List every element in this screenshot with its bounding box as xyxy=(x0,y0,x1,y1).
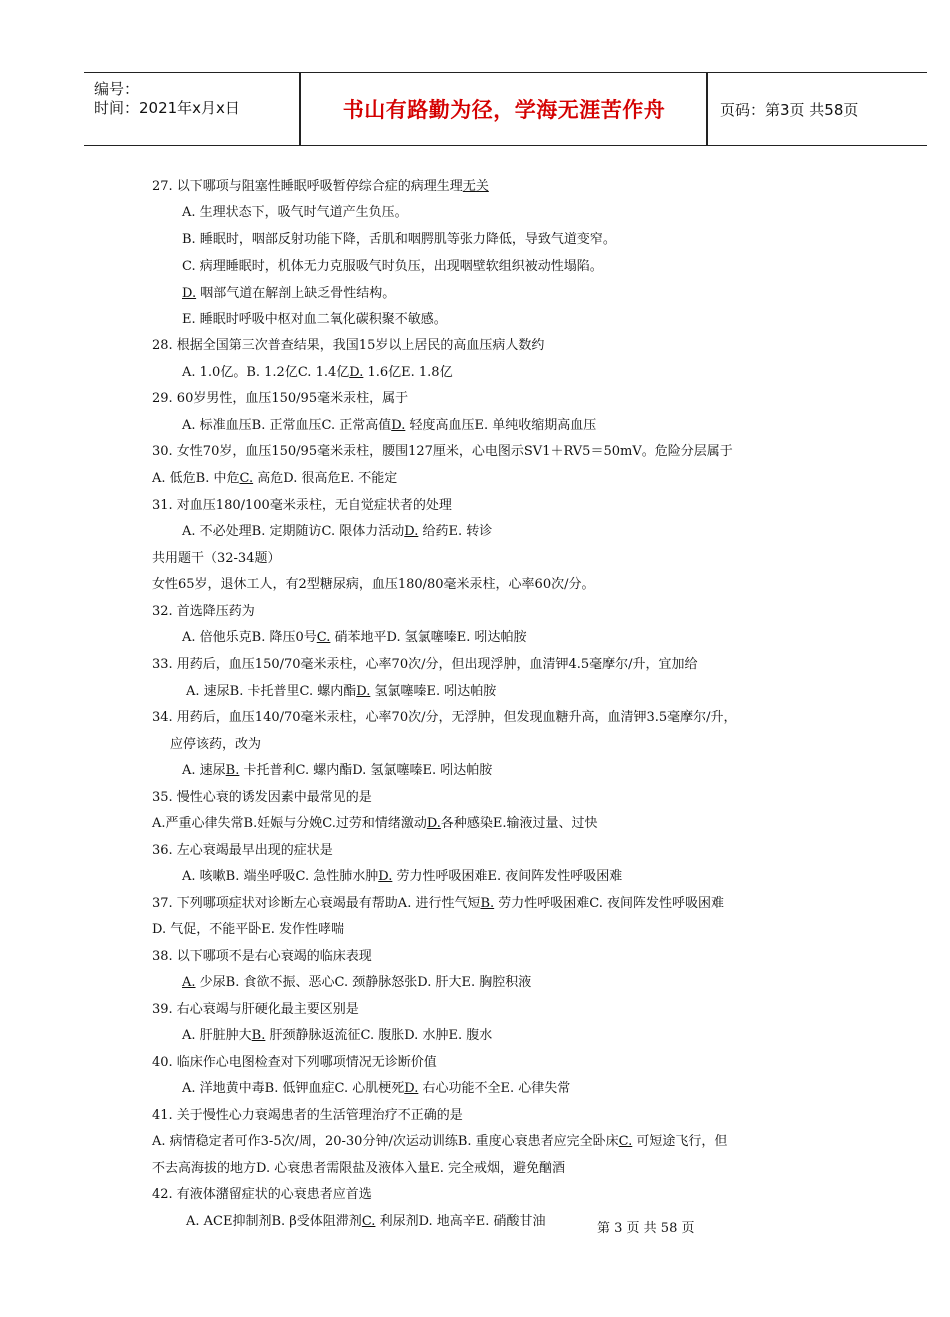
text-run: 39. 右心衰竭与肝硬化最主要区别是 xyxy=(152,1002,359,1017)
text-line xyxy=(152,470,397,488)
text-run: 32. 首选降压药为 xyxy=(152,604,255,619)
text-run: 1.6亿E. 1.8亿 xyxy=(363,365,453,380)
text-line xyxy=(182,364,453,382)
text-line xyxy=(152,390,408,408)
text-run: 29. 60岁男性，血压150/95毫米汞柱，属于 xyxy=(152,391,409,406)
text-run: A. 咳嗽B. 端坐呼吸C. 急性肺水肿 xyxy=(182,869,379,884)
text-line xyxy=(182,1080,570,1098)
text-run: 肝颈静脉返流征C. 腹胀D. 水肿E. 腹水 xyxy=(265,1028,493,1043)
text-run: 卡托普利C. 螺内酯D. 氢氯噻嗪E. 吲达帕胺 xyxy=(239,763,493,778)
header-divider xyxy=(299,73,301,145)
answer-marker: C. xyxy=(618,1134,633,1149)
text-run: 轻度高血压E. 单纯收缩期高血压 xyxy=(405,418,597,433)
text-run: A. 洋地黄中毒B. 低钾血症C. 心肌梗死 xyxy=(182,1081,405,1096)
text-line xyxy=(182,1027,492,1045)
answer-marker: C. xyxy=(239,471,254,486)
text-run: 少尿B. 食欲不振、恶心C. 颈静脉怒张D. 肝大E. 胸腔积液 xyxy=(195,975,532,990)
text-run: 37. 下列哪项症状对诊断左心衰竭最有帮助A. 进行性气短 xyxy=(152,896,481,911)
text-line xyxy=(182,868,622,886)
text-line xyxy=(152,1054,437,1072)
answer-marker: C. xyxy=(361,1214,376,1229)
text-run: E. 睡眠时呼吸中枢对血二氧化碳积聚不敏感。 xyxy=(182,312,447,327)
text-run: 各种感染E.输液过量、过快 xyxy=(440,816,598,831)
text-run: 不去高海拔的地方D. 心衰患者需限盐及液体入量E. 完全戒烟，避免酗酒 xyxy=(152,1161,565,1176)
text-run: 女性65岁，退休工人，有2型糖尿病，血压180/80毫米汞柱，心率60次/分。 xyxy=(152,577,595,592)
text-line xyxy=(152,709,737,727)
text-line xyxy=(152,337,544,355)
text-run: 劳力性呼吸困难E. 夜间阵发性呼吸困难 xyxy=(392,869,623,884)
text-run: A. ACE抑制剂B. β受体阻滞剂 xyxy=(186,1214,362,1229)
text-line xyxy=(152,921,344,939)
text-run: 42. 有液体潴留症状的心衰患者应首选 xyxy=(152,1187,372,1202)
text-line xyxy=(182,762,492,780)
text-line xyxy=(152,497,452,515)
answer-marker: C. xyxy=(316,630,331,645)
text-run: 38. 以下哪项不是右心衰竭的临床表现 xyxy=(152,949,372,964)
text-run: 30. 女性70岁，血压150/95毫米汞柱，腰围127厘米，心电图示SV1＋RV5＝50mV。危险分层属于 xyxy=(152,444,733,459)
text-run: 给药E. 转诊 xyxy=(418,524,493,539)
text-line xyxy=(182,523,492,541)
text-line xyxy=(152,1001,359,1019)
text-run: 31. 对血压180/100毫米汞柱，无自觉症状者的处理 xyxy=(152,498,452,513)
text-run: 33. 用药后，血压150/70毫米汞柱，心率70次/分，但出现浮肿，血清钾4.5毫摩尔/升，宜加给 xyxy=(152,657,698,672)
text-line xyxy=(152,656,698,674)
answer-marker: B. xyxy=(480,896,495,911)
text-line xyxy=(186,1213,546,1231)
text-run: 35. 慢性心衰的诱发因素中最常见的是 xyxy=(152,790,372,805)
text-line xyxy=(152,948,372,966)
answer-marker: D. xyxy=(349,365,364,380)
text-run: A.严重心律失常B.妊娠与分娩C.过劳和情绪激动 xyxy=(152,816,427,831)
text-line xyxy=(182,311,447,329)
text-line xyxy=(182,204,408,222)
text-run: B. 睡眠时，咽部反射功能下降，舌肌和咽腭肌等张力降低，导致气道变窄。 xyxy=(182,232,616,247)
answer-marker: D. xyxy=(404,1081,419,1096)
text-line xyxy=(152,178,489,196)
document-time-label: 时间：2021年x月x日 xyxy=(94,99,240,117)
text-run: 共用题干（32-34题） xyxy=(152,551,281,566)
text-line xyxy=(182,231,616,249)
answer-marker: D. xyxy=(182,286,197,301)
text-run: 可短途飞行，但 xyxy=(632,1134,728,1149)
text-run: 27. 以下哪项与阻塞性睡眠呼吸暂停综合症的病理生理 xyxy=(152,179,463,194)
text-run: 28. 根据全国第三次普查结果，我国15岁以上居民的高血压病人数约 xyxy=(152,338,545,353)
header-meta xyxy=(94,73,299,152)
answer-marker: B. xyxy=(225,763,240,778)
text-run: A. 1.0亿。B. 1.2亿C. 1.4亿 xyxy=(182,365,350,380)
text-run: 41. 关于慢性心力衰竭患者的生活管理治疗不正确的是 xyxy=(152,1108,463,1123)
header-page-number: 页码：第3页 共58页 xyxy=(720,100,859,119)
answer-marker: 无关 xyxy=(462,179,489,194)
text-line xyxy=(182,629,527,647)
answer-marker: A. xyxy=(182,975,196,990)
text-run: 应停该药，改为 xyxy=(170,737,262,752)
text-line xyxy=(152,576,594,594)
text-line xyxy=(186,683,496,701)
text-line xyxy=(152,550,280,568)
text-run: 利尿剂D. 地高辛E. 硝酸甘油 xyxy=(375,1214,546,1229)
text-run: 氢氯噻嗪E. 吲达帕胺 xyxy=(370,684,497,699)
text-run: A. 肝脏肿大 xyxy=(182,1028,252,1043)
text-line xyxy=(182,417,596,435)
text-line xyxy=(152,895,724,913)
answer-marker: D. xyxy=(356,684,371,699)
text-line xyxy=(152,1107,463,1125)
text-run: A. 速尿 xyxy=(182,763,226,778)
text-line xyxy=(152,1160,565,1178)
page-footer: 第 3 页 共 58 页 xyxy=(597,1221,695,1236)
text-run: C. 病理睡眠时，机体无力克服吸气时负压，出现咽壁软组织被动性塌陷。 xyxy=(182,259,603,274)
answer-marker: D. xyxy=(426,816,441,831)
text-run: 36. 左心衰竭最早出现的症状是 xyxy=(152,843,333,858)
text-line xyxy=(152,842,333,860)
text-run: A. 倍他乐克B. 降压0号 xyxy=(182,630,317,645)
text-line xyxy=(152,443,733,461)
text-run: A. 低危B. 中危 xyxy=(152,471,240,486)
text-run: D. 气促，不能平卧E. 发作性哮喘 xyxy=(152,922,344,937)
text-line xyxy=(152,789,372,807)
text-run: A. 不必处理B. 定期随访C. 限体力活动 xyxy=(182,524,405,539)
text-run: 劳力性呼吸困难C. 夜间阵发性呼吸困难 xyxy=(494,896,725,911)
text-run: A. 速尿B. 卡托普里C. 螺内酯 xyxy=(186,684,357,699)
text-run: A. 病情稳定者可作3-5次/周，20-30分钟/次运动训练B. 重度心衰患者应完全卧床 xyxy=(152,1134,619,1149)
page-header xyxy=(84,72,927,146)
text-run: A. 生理状态下，吸气时气道产生负压。 xyxy=(182,205,408,220)
text-line xyxy=(182,258,603,276)
text-line xyxy=(152,1186,372,1204)
text-run: 硝苯地平D. 氢氯噻嗪E. 吲达帕胺 xyxy=(330,630,527,645)
header-divider xyxy=(706,73,708,145)
answer-marker: D. xyxy=(378,869,393,884)
text-line xyxy=(182,974,531,992)
document-number-label: 编号： xyxy=(94,80,140,98)
answer-marker: D. xyxy=(404,524,419,539)
text-line xyxy=(170,736,261,754)
text-line xyxy=(152,603,255,621)
text-run: 高危D. 很高危E. 不能定 xyxy=(253,471,398,486)
text-run: 右心功能不全E. 心律失常 xyxy=(418,1081,571,1096)
text-run: 34. 用药后，血压140/70毫米汞柱，心率70次/分，无浮肿，但发现血糖升高，血清钾3.5毫摩尔/升， xyxy=(152,710,737,725)
text-line xyxy=(152,815,598,833)
text-run: 咽部气道在解剖上缺乏骨性结构。 xyxy=(196,286,396,301)
answer-marker: D. xyxy=(391,418,406,433)
text-run: A. 标准血压B. 正常血压C. 正常高值 xyxy=(182,418,392,433)
text-run: 40. 临床作心电图检查对下列哪项情况无诊断价值 xyxy=(152,1055,437,1070)
text-line xyxy=(152,1133,727,1151)
answer-marker: B. xyxy=(251,1028,266,1043)
header-motto: 书山有路勤为径，学海无涯苦作舟 xyxy=(342,98,666,122)
text-line xyxy=(182,285,395,303)
